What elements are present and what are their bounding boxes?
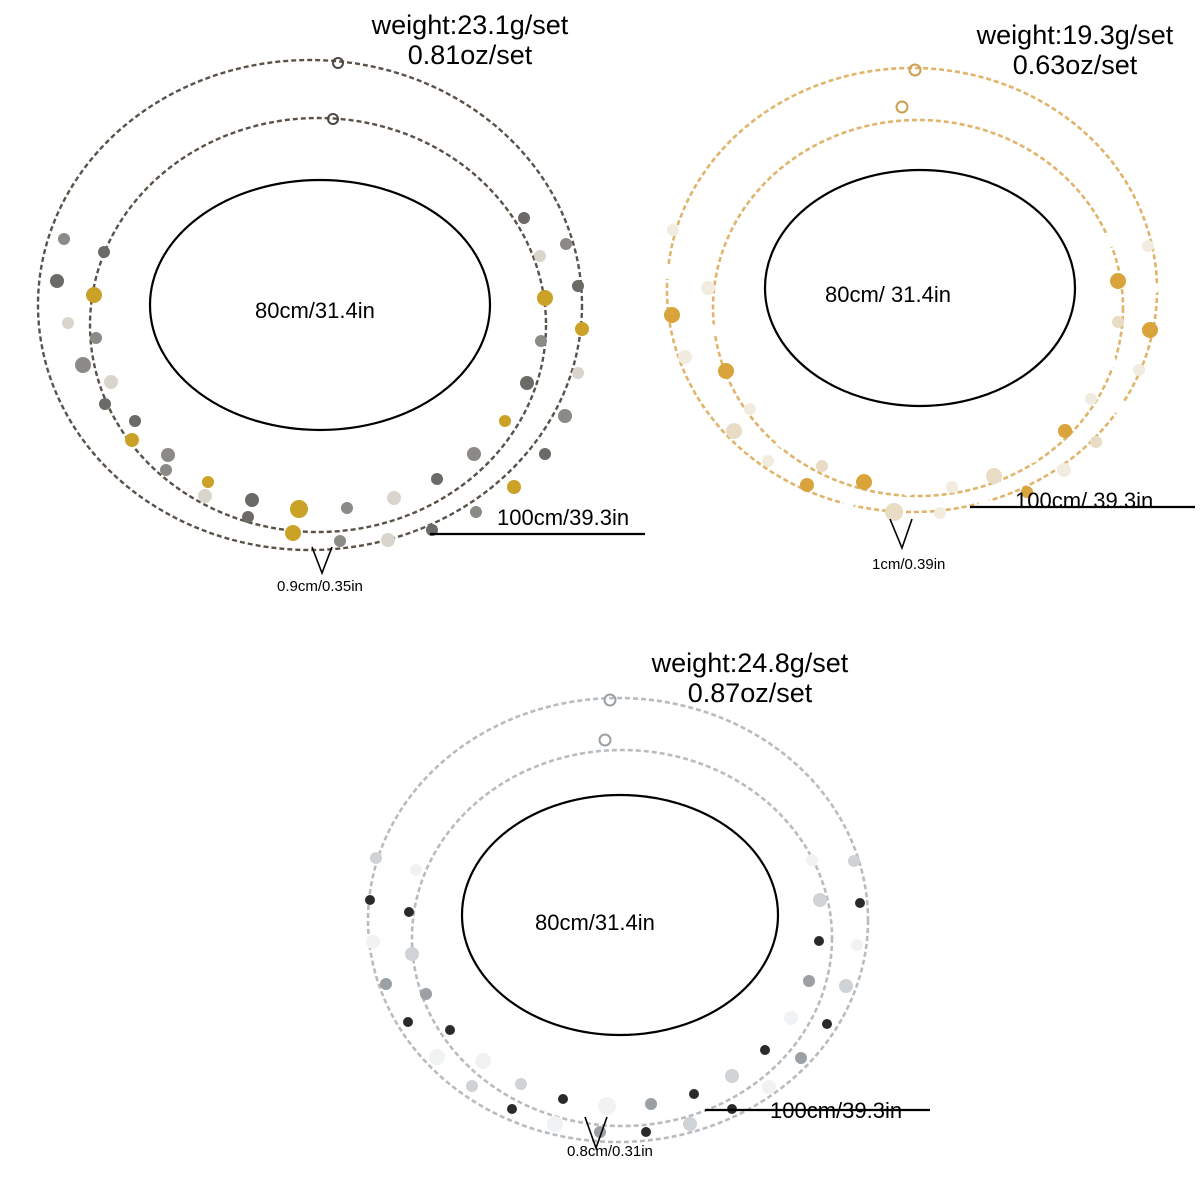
necklace-panel-gunmetal	[0, 0, 660, 620]
bead-cluster-inner	[404, 854, 827, 1115]
bead-size-label-silver: 0.8cm/0.31in	[567, 1143, 653, 1160]
bead-size-label-gold: 1cm/0.39in	[872, 556, 946, 573]
weight-line-1: weight:19.3g/set	[976, 20, 1174, 50]
outer-length-label-gunmetal: 100cm/39.3in	[497, 505, 630, 530]
clasp-inner-icon	[897, 102, 908, 113]
weight-line-2: 0.81oz/set	[407, 40, 533, 71]
weight-label-gunmetal	[300, 10, 640, 70]
necklace-illustration-gold	[640, 0, 1200, 620]
clasp-outer-icon	[910, 65, 921, 76]
weight-label-gold	[925, 20, 1200, 80]
inner-chain-loop	[412, 750, 832, 1126]
outer-length-label-silver: 100cm/39.3in	[770, 1098, 903, 1123]
necklace-panel-gold	[640, 0, 1200, 620]
clasp-inner-icon	[600, 735, 611, 746]
necklace-panel-silver	[300, 620, 940, 1200]
bead-size-label-gunmetal: 0.9cm/0.35in	[277, 578, 363, 595]
inner-length-label-gold: 80cm/ 31.4in	[825, 282, 951, 307]
bead-size-pointer	[890, 519, 912, 548]
inner-length-label-silver: 80cm/31.4in	[535, 910, 655, 935]
weight-line-1: weight:24.8g/set	[651, 648, 849, 678]
weight-line-2: 0.63oz/set	[1012, 50, 1138, 81]
outer-length-label-gold: 100cm/ 39.3in	[1015, 488, 1154, 513]
inner-chain-loop	[713, 120, 1123, 496]
bead-cluster-outer	[661, 224, 1159, 521]
weight-line-2: 0.87oz/set	[687, 678, 813, 709]
bead-cluster-inner	[86, 212, 553, 518]
inner-length-label-gunmetal: 80cm/31.4in	[255, 298, 375, 323]
bead-cluster-outer	[50, 233, 589, 547]
weight-line-1: weight:23.1g/set	[371, 10, 569, 40]
bead-cluster-outer	[365, 852, 865, 1138]
weight-label-silver	[590, 648, 910, 708]
